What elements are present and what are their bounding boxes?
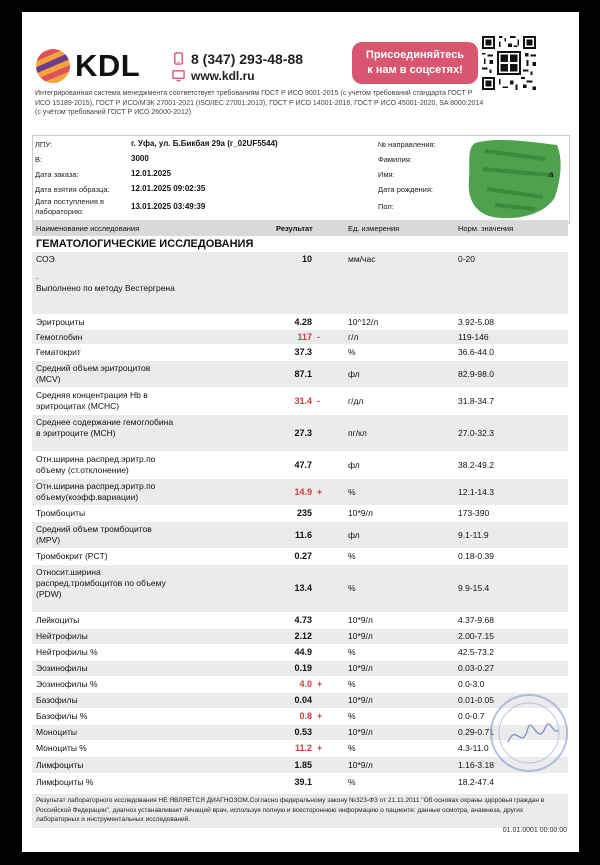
iso-certification-text: Интегрированная система менеджмента соответствует требованиям ГОСТ Р ИСО 9001-2015 (с учетом требований стандарта ГОСТ Р ИСО 15189-2015), ГОСТ Р ИСО/МЭК 27001-2021 (ISO/IEC 27001:2013), ГОСТ Р ИСО 14001-2016, ГОСТ Р ИСО 45001-2020, SA 8000:2014 (с учётом требований ГОСТ Р ИСО 26000-2012) bbox=[35, 90, 484, 116]
patient-info-block bbox=[32, 135, 570, 224]
surname-label: Фамилия: bbox=[378, 155, 412, 164]
table-row bbox=[32, 388, 568, 415]
order-date-label: Дата заказа: bbox=[35, 170, 79, 179]
order-date-value: 12.01.2025 bbox=[131, 169, 172, 178]
result-value: 11.6 bbox=[294, 529, 312, 540]
result-norm: 27.0-32.3 bbox=[458, 427, 494, 438]
col-norm-header: Норм. значения bbox=[458, 224, 514, 233]
col-unit-header: Ед. измерения bbox=[348, 224, 400, 233]
result-flag: + bbox=[317, 743, 323, 753]
result-value: 0.19 bbox=[294, 663, 312, 673]
table-row bbox=[32, 774, 568, 791]
v-value: 3000 bbox=[131, 154, 149, 163]
name-label: Имя: bbox=[378, 170, 395, 179]
soe-name: СОЭ bbox=[36, 254, 55, 264]
phone-row bbox=[172, 50, 303, 67]
soe-norm: 0-20 bbox=[458, 254, 476, 264]
kdl-logo bbox=[35, 48, 165, 88]
soe-method: Выполнено по методу Вестергрена bbox=[36, 283, 175, 293]
result-name: Лимфоциты % bbox=[36, 776, 94, 787]
table-row bbox=[32, 549, 568, 565]
table-row bbox=[32, 522, 568, 549]
result-name: Нейтрофилы % bbox=[36, 647, 98, 657]
result-value: 117 bbox=[297, 331, 312, 342]
contact-block bbox=[172, 50, 303, 84]
table-header bbox=[32, 220, 568, 236]
result-norm: 38.2-49.2 bbox=[458, 459, 494, 470]
result-norm: 4.37-9.68 bbox=[458, 615, 494, 625]
result-name: Тромбоциты bbox=[36, 508, 86, 518]
result-unit: 10*9/л bbox=[348, 727, 373, 737]
result-name: Базофилы % bbox=[36, 711, 88, 721]
table-row-soe bbox=[32, 252, 568, 315]
website-link[interactable]: www.kdl.ru bbox=[191, 68, 255, 83]
result-unit: 10*9/л bbox=[348, 508, 373, 518]
result-name: Моноциты bbox=[36, 727, 77, 737]
social-line-1: Присоединяйтесь bbox=[365, 49, 465, 61]
section-title bbox=[32, 236, 568, 252]
result-unit: % bbox=[348, 776, 356, 787]
result-unit: фл bbox=[348, 368, 360, 379]
result-name: Гематокрит bbox=[36, 347, 81, 357]
result-value: 235 bbox=[296, 508, 312, 518]
result-value: 1.85 bbox=[294, 759, 312, 770]
result-value: 0.8 bbox=[299, 711, 312, 721]
result-unit: % bbox=[348, 647, 356, 657]
disclaimer: Результат лабораторного исследования НЕ ЯВЛЯЕТСЯ ДИАГНОЗОМ.Согласно федеральному закону №323-ФЗ от 21.11.2011 "Об основах охраны здоровья граждан в Российской Федерации", диагноз устанавливает лечащий врач, используя полную и всестороннюю информацию о пациенте: данные осмотра, анамнеза, других лабораторных и инструментальных исследований. bbox=[32, 794, 568, 828]
result-norm: 119-146 bbox=[458, 331, 489, 342]
phone-number[interactable]: 8 (347) 293-48-88 bbox=[191, 50, 304, 67]
result-unit: фл bbox=[348, 529, 360, 540]
result-name: Лейкоциты bbox=[36, 615, 80, 625]
result-name: Моноциты % bbox=[36, 743, 87, 753]
footer-code: 01.01.0001 00:00:00 bbox=[502, 827, 567, 834]
birth-label: Дата рождения: bbox=[378, 185, 433, 194]
result-value: 87.1 bbox=[294, 368, 312, 379]
result-unit: 10*9/л bbox=[348, 631, 373, 641]
result-value: 44.9 bbox=[294, 647, 312, 657]
result-value: 4.0 bbox=[299, 679, 312, 689]
result-norm: 12.1-14.3 bbox=[458, 486, 494, 497]
table-row bbox=[32, 613, 568, 629]
result-name: Эозинофилы % bbox=[36, 679, 98, 689]
qr-code-icon[interactable] bbox=[482, 36, 536, 90]
kdl-logo-mark-icon bbox=[35, 48, 71, 84]
result-unit: % bbox=[348, 551, 356, 561]
result-unit: % bbox=[348, 583, 356, 593]
table-row bbox=[32, 506, 568, 522]
result-value: 0.27 bbox=[294, 551, 312, 561]
result-unit: фл bbox=[348, 459, 360, 470]
result-value: 4.28 bbox=[294, 316, 312, 327]
soe-unit: мм/час bbox=[348, 254, 376, 264]
result-name: Базофилы bbox=[36, 695, 78, 705]
table-row bbox=[32, 345, 568, 361]
result-unit: 10*9/л bbox=[348, 759, 373, 770]
result-name: Отн.ширина распред.эритр.по объему(коэфф.вариации) bbox=[36, 481, 156, 502]
redaction-scribble bbox=[465, 139, 565, 220]
table-row bbox=[32, 452, 568, 479]
result-name: Эозинофилы bbox=[36, 663, 88, 673]
result-unit: г/л bbox=[348, 331, 359, 342]
result-name: Лимфоциты bbox=[36, 759, 84, 770]
lpu-value: г. Уфа, ул. Б.Бикбая 29а (г_02UF5544) bbox=[131, 139, 278, 148]
lab-date-label: Дата поступления в лабораторию: bbox=[35, 197, 105, 216]
result-norm: 0.03-0.27 bbox=[458, 663, 494, 673]
result-unit: 10*9/л bbox=[348, 615, 373, 625]
result-name: Средняя концентрация Hb в эритроцитах (MCHC) bbox=[36, 390, 148, 411]
social-banner[interactable] bbox=[352, 42, 478, 84]
result-unit: % bbox=[348, 486, 356, 497]
result-value: 4.73 bbox=[294, 615, 312, 625]
sample-date-label: Дата взятия образца: bbox=[35, 185, 110, 194]
result-unit: % bbox=[348, 711, 356, 721]
result-name: Нейтрофилы bbox=[36, 631, 88, 641]
result-name: Тромбокрит (PCT) bbox=[36, 551, 108, 561]
phone-icon bbox=[172, 52, 185, 65]
result-value: 39.1 bbox=[294, 776, 312, 787]
result-flag: + bbox=[317, 711, 323, 721]
sex-label: Пол: bbox=[378, 202, 394, 211]
sample-date-value: 12.01.2025 09:02:35 bbox=[131, 184, 206, 193]
referral-label: № направления: bbox=[378, 140, 436, 149]
result-norm: 1.16-3.18 bbox=[458, 759, 494, 770]
table-row bbox=[32, 479, 568, 506]
result-norm: 0.29-0.71 bbox=[458, 727, 494, 737]
table-row bbox=[32, 330, 568, 345]
table-row bbox=[32, 629, 568, 645]
result-name: Гемоглобин bbox=[36, 331, 83, 342]
result-flag: - bbox=[317, 395, 320, 406]
result-flag: - bbox=[317, 331, 320, 342]
result-norm: 82.9-98.0 bbox=[458, 368, 494, 379]
result-norm: 0.18-0.39 bbox=[458, 551, 494, 561]
table-row bbox=[32, 661, 568, 677]
result-unit: 10*9/л bbox=[348, 695, 373, 705]
result-flag: + bbox=[317, 486, 323, 497]
section-title-text: ГЕМАТОЛОГИЧЕСКИЕ ИССЛЕДОВАНИЯ bbox=[36, 238, 254, 250]
result-norm: 0.0-3.0 bbox=[458, 679, 485, 689]
result-norm: 18.2-47.4 bbox=[458, 776, 494, 787]
table-row bbox=[32, 361, 568, 388]
soe-dot: . bbox=[36, 271, 39, 281]
monitor-icon bbox=[172, 69, 185, 82]
result-norm: 9.9-15.4 bbox=[458, 583, 490, 593]
result-norm: 42.5-73.2 bbox=[458, 647, 494, 657]
result-unit: % bbox=[348, 743, 356, 753]
table-row bbox=[32, 645, 568, 661]
table-row bbox=[32, 565, 568, 613]
result-name: Отн.ширина распред.эритр.по объему (ст.отклонение) bbox=[36, 454, 156, 475]
col-result-header: Результат bbox=[276, 224, 313, 233]
table-row bbox=[32, 315, 568, 330]
result-flag: + bbox=[317, 679, 323, 689]
result-name: Средний объем тромбоцитов (MPV) bbox=[36, 524, 152, 545]
website-row bbox=[172, 67, 303, 84]
v-label: В: bbox=[35, 155, 43, 164]
result-unit: пг/кл bbox=[348, 427, 367, 438]
result-unit: 10*9/л bbox=[348, 663, 373, 673]
result-norm: 0.01-0.05 bbox=[458, 695, 494, 705]
result-value: 31.4 bbox=[294, 395, 312, 406]
lab-date-value: 13.01.2025 03:49:39 bbox=[131, 202, 206, 211]
result-value: 27.3 bbox=[294, 427, 312, 438]
result-value: 14.9 bbox=[294, 486, 312, 497]
result-norm: 4.3-11.0 bbox=[458, 743, 489, 753]
result-unit: г/дл bbox=[348, 395, 364, 406]
result-value: 47.7 bbox=[294, 459, 312, 470]
result-unit: % bbox=[348, 679, 356, 689]
result-value: 11.2 bbox=[294, 743, 312, 753]
result-unit: % bbox=[348, 347, 356, 357]
result-name: Средний объем эритроцитов (MCV) bbox=[36, 363, 151, 384]
social-line-2: к нам в соцсетях! bbox=[367, 64, 463, 76]
result-norm: 31.8-34.7 bbox=[458, 395, 494, 406]
result-name: Эритроциты bbox=[36, 316, 85, 327]
result-norm: 9.1-11.9 bbox=[458, 529, 489, 540]
result-value: 37.3 bbox=[294, 347, 312, 357]
result-norm: 2.00-7.15 bbox=[458, 631, 494, 641]
lab-report-page bbox=[22, 12, 579, 852]
soe-result: 10 bbox=[301, 254, 312, 264]
name-tail: а bbox=[549, 170, 554, 179]
result-value: 2.12 bbox=[294, 631, 312, 641]
result-name: Среднее содержание гемоглобина в эритроците (MCH) bbox=[36, 417, 174, 438]
table-row bbox=[32, 415, 568, 452]
result-norm: 36.6-44.0 bbox=[458, 347, 494, 357]
result-value: 0.04 bbox=[294, 695, 312, 705]
result-norm: 173-390 bbox=[458, 508, 490, 518]
table-row bbox=[32, 677, 568, 693]
result-unit: 10^12/л bbox=[348, 316, 379, 327]
lpu-label: ЛПУ: bbox=[35, 140, 52, 149]
result-name: Относит.ширина распред.тромбоцитов по объему (PDW) bbox=[36, 567, 166, 599]
brand-name: KDL bbox=[75, 48, 141, 83]
result-value: 13.4 bbox=[294, 583, 312, 593]
result-norm: 3.92-5.08 bbox=[458, 316, 494, 327]
col-name-header: Наименование исследования bbox=[36, 224, 140, 233]
doctor-stamp bbox=[488, 692, 570, 774]
result-norm: 0.0-0.7 bbox=[458, 711, 485, 721]
result-value: 0.53 bbox=[294, 727, 312, 737]
